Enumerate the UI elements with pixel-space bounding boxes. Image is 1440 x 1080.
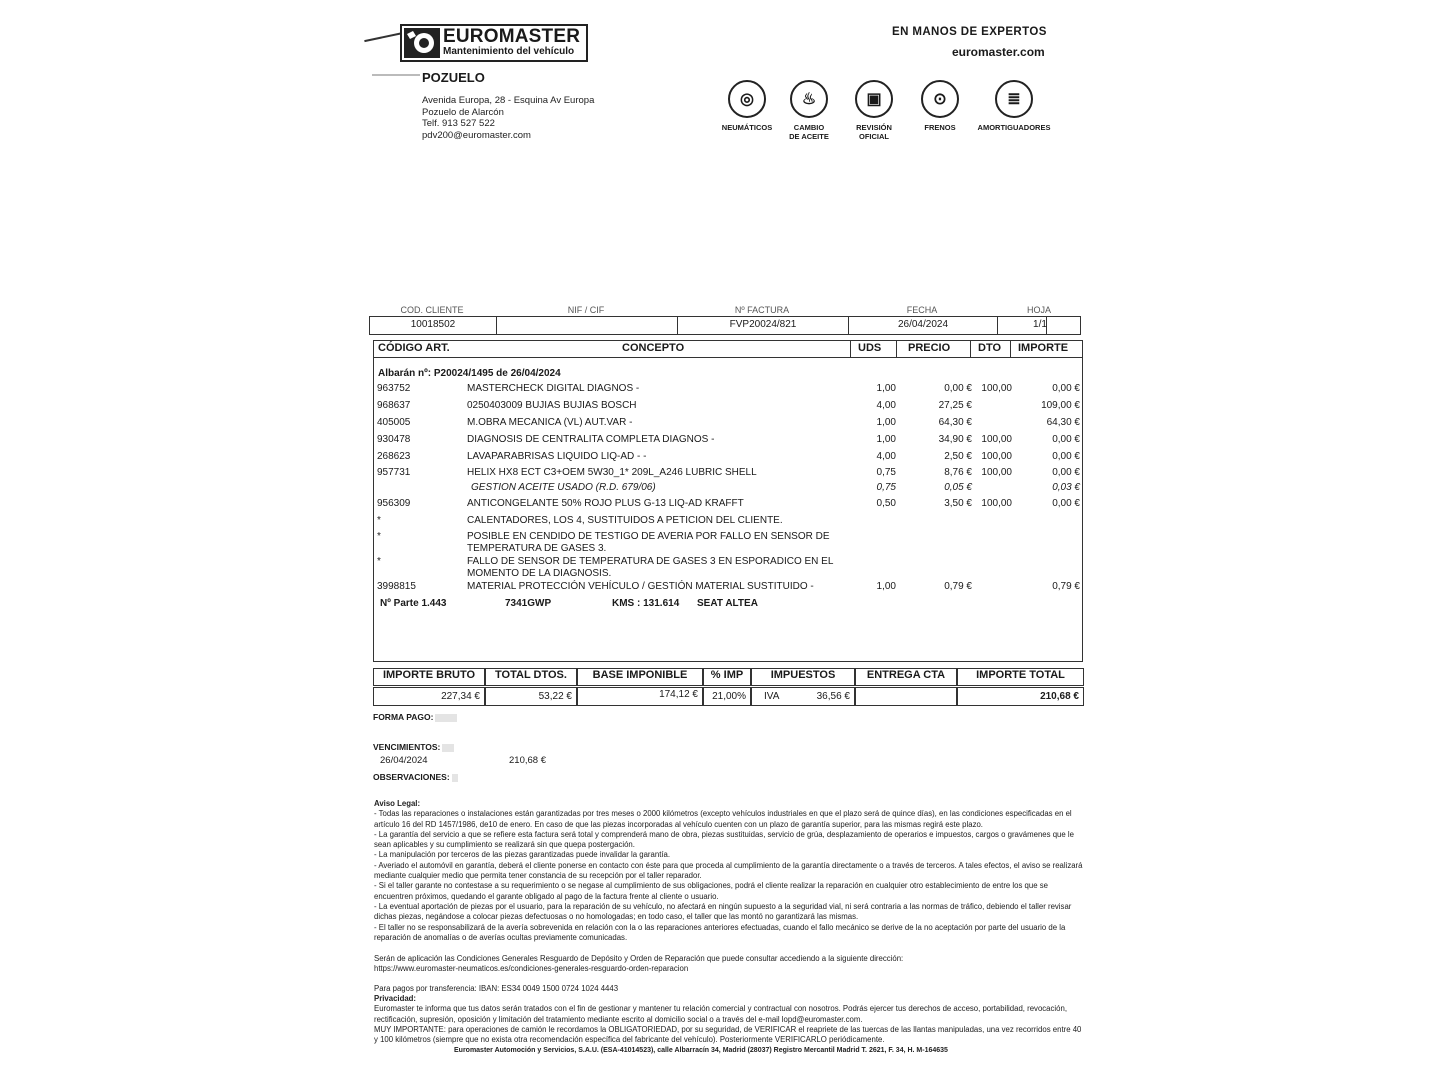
due-amount: 210,68 € xyxy=(509,755,546,766)
legal-paragraph: - La eventual aportación de piezas por el usuario, para la reparación de su vehículo, no afectará en ningún supuesto a la seguridad vial, ni será contraria a las normas de tráfico, debiendo el taller revisar dichas piezas, negándose a colocar piezas defectuosas o no homologadas; en todo caso, el taller que las montó no garantizará las mismas. xyxy=(374,901,1072,922)
legal-notice xyxy=(374,799,1086,1054)
tire-icon: ◎ xyxy=(728,80,766,118)
legal-paragraph: - La garantía del servicio a que se refiere esta factura será total y comprenderá mano de obra, piezas sustituidas, servicio de grúa, desplazamiento de operarios e impuestos, cargos o gravámenes que le sean aplicables y su cumplimiento se realizará sin que quepa postergación. xyxy=(374,829,1074,850)
brakes-icon: ⊙ xyxy=(921,80,959,118)
delivery-note: Albarán nº: P20024/1495 de 26/04/2024 xyxy=(378,368,561,379)
totals-table: IMPORTE BRUTO TOTAL DTOS. BASE IMPONIBLE % IMP IMPUESTOS ENTREGA CTA IMPORTE TOTAL 227,34 € 53,22 € 174,12 € 21,00% IVA 36,56 € 210,68 € xyxy=(373,668,1085,708)
logo-underline xyxy=(372,74,420,76)
license-plate: 7341GWP xyxy=(505,598,552,609)
invoice-date: 26/04/2024 xyxy=(897,319,949,330)
client-code: 10018502 xyxy=(410,319,456,330)
conditions-text: Serán de aplicación las Condiciones Generales Resguardo de Depósito y Orden de Reparación que puede consultar accediendo a la siguiente dirección: xyxy=(374,954,904,964)
invoice-meta-header: COD. CLIENTE NIF / CIF Nº FACTURA FECHA HOJA xyxy=(400,305,1051,315)
total-discounts: 53,22 € xyxy=(485,687,577,706)
email-line: pdv200@euromaster.com xyxy=(422,129,531,141)
logo-line xyxy=(364,32,404,42)
privacy-text: Euromaster te informa que tus datos serán tratados con el fin de gestionar y mantener tu relación comercial y contractual con nosotros. Podrás ejercer tus derechos de acceso, portabilidad, revocación, rectificación, supresión, oposición y limitación del tratamiento mediante escrito al domicilio social o a través del e-mail lopd@euromaster.com. xyxy=(374,1004,1067,1024)
phone-line: Telf. 913 527 522 xyxy=(422,118,495,129)
observations-label: OBSERVACIONES: xyxy=(373,772,458,782)
tax-base: 174,12 € xyxy=(577,687,703,706)
address-line: Pozuelo de Alarcón xyxy=(422,106,504,118)
oil-change-icon: ♨ xyxy=(790,80,828,118)
total-amount: 210,68 € xyxy=(957,687,1084,706)
items-header: CÓDIGO ART. CONCEPTO UDS PRECIO DTO IMPORTE xyxy=(374,341,1082,358)
vehicle-model: SEAT ALTEA xyxy=(697,598,758,609)
address-line: Avenida Europa, 28 - Esquina Av Europa xyxy=(422,95,595,106)
service-inspection: ▣ REVISIÓN OFICIAL xyxy=(834,80,914,141)
brand-subtitle: Mantenimiento del vehículo xyxy=(443,46,575,57)
tire-logo-icon xyxy=(404,28,440,58)
privacy-title: Privacidad: xyxy=(374,994,417,1004)
legal-title: Aviso Legal: xyxy=(374,799,421,808)
tax-percent: 21,00% xyxy=(703,687,751,706)
items-table: CÓDIGO ART. CONCEPTO UDS PRECIO DTO IMPORTE Albarán nº: P20024/1495 de 26/04/2024 963752 MASTERCHECK DIGITAL DIAGNOS - 1,00 0,00 € 100,00 0,00 € 968637 0250403009 BUJIAS BUJIAS BOSCH 4,00 27,25 € 109,00 € 405005 M.OBRA MECANICA (VL) AUT.VAR - 1,00 64,30 € 64,30 € 930478 DIAGNOSIS DE CENTRALITA COMPLETA DIAGNOS - 1,00 34,90 € 100,00 0,00 € 268623 LAVAPARABRISAS LIQUIDO LIQ-AD - - 4,00 2,50 € 100,00 0,00 € 957731 HELIX HX8 ECT C3+OEM 5W30_1* 209L_A246 LUBRIC SHELL 0,75 8,76 € 100,00 0,00 € GESTION ACEITE USADO (R.D. 679/06) 0,75 0,05 € 0,03 € 956309 ANTICONGELANTE 50% ROJO PLUS G-13 LIQ-AD KRAFFT 0,50 3,50 € 100,00 0,00 € * CALENTADORES, LOS 4, SUSTITUIDOS A PETICION DEL CLIENTE. * POSIBLE EN CENDIDO DE TESTIGO DE AVERIA POR FALLO EN SENSOR DE TEMPERATURA DE GASES 3. * FALLO DE SENSOR DE TEMPERATURA DE GASES 3 EN ESPORADICO EN EL MOMENTO DE LA DIAGNOSIS. 3998815 MATERIAL PROTECCIÓN VEHÍCULO / GESTIÓN MATERIAL SUSTITUIDO - 1,00 0,79 € 0,79 € Nº Parte 1.443 7341GWP KMS : 131.614 SEAT ALTEA xyxy=(373,340,1083,662)
tax-name: IVA xyxy=(764,691,780,702)
legal-paragraph: - La manipulación por terceros de las piezas garantizadas puede invalidar la garantía. xyxy=(374,850,671,860)
invoice-meta-row xyxy=(369,316,1081,335)
branch-name: POZUELO xyxy=(422,70,485,85)
tagline: EN MANOS DE EXPERTOS xyxy=(892,26,1047,38)
service-oil-change: ♨ CAMBIO DE ACEITE xyxy=(769,80,849,141)
inspection-icon: ▣ xyxy=(855,80,893,118)
tax-value: 36,56 € xyxy=(816,691,850,702)
conditions-url[interactable]: https://www.euromaster-neumaticos.es/condiciones-generales-resguardo-orden-reparacion xyxy=(374,964,689,974)
mileage: KMS : 131.614 xyxy=(612,598,680,609)
branch-address xyxy=(422,95,594,141)
taxes xyxy=(751,687,855,706)
gross-amount: 227,34 € xyxy=(373,687,485,706)
service-tires: ◎ NEUMÁTICOS xyxy=(707,80,787,132)
euromaster-logo xyxy=(400,24,588,62)
important-notice: MUY IMPORTANTE: para operaciones de camión le recordamos la OBLIGATORIEDAD, por su seguridad, de VERIFICAR el reapriete de las tuercas de las llantas manipuladas, una vez recorridos entre 40 y 100 kilómetros (siempre que no exista otra recomendación específica del fabricante del vehículo). Posteriormente VERIFICARLO periódicamente. xyxy=(374,1024,1082,1045)
shock-absorber-icon: ≣ xyxy=(995,80,1033,118)
payment-on-account xyxy=(855,687,957,706)
due-dates-label: VENCIMIENTOS: xyxy=(373,742,454,752)
iban-line: Para pagos por transferencia: IBAN: ES34 0049 1500 0724 1024 4443 xyxy=(374,983,619,993)
brand-name: EUROMASTER xyxy=(443,26,581,47)
page-number: 1/1 xyxy=(1033,319,1047,330)
service-shock-absorbers: ≣ AMORTIGUADORES xyxy=(974,80,1054,132)
legal-paragraph: - El taller no se responsabilizará de la avería sobrevenida en relación con la o las reparaciones anteriores efectuadas, cuando el fallo mecánico se derive de la no aceptación por parte del usuario de la reparación de anomalías o de averías ocultas previamente comunicadas. xyxy=(374,922,1066,942)
legal-paragraph: - Todas las reparaciones o instalaciones están garantizadas por tres meses o 2000 kilómetros (excepto vehículos industriales en que el plazo será de quince días), en las condiciones especificadas en el artículo 16 del RD 1457/1986, de10 de enero. En caso de que las piezas incorporadas al vehículo cuenten con un plazo de garantía superior, para las mismas regirá este plazo. xyxy=(374,809,1072,829)
company-footer: Euromaster Automoción y Servicios, S.A.U. (ESA-41014523), calle Albarracín 34, Madrid (28037) Registro Mercantil Madrid T. 2621, F. 34, H. M-164635 xyxy=(454,1046,948,1054)
legal-paragraph: - Si el taller garante no contestase a su requerimiento o se negase al cumplimiento de sus obligaciones, podrá el cliente realizar la reparación en cualquier otro establecimiento de entre los que se encuentren próximos, quedando el garante obligado al pago de la factura frente al cliente o usuario. xyxy=(374,881,1048,901)
payment-method: FORMA PAGO: xyxy=(373,712,457,722)
legal-paragraph: - Averiado el automóvil en garantía, deberá el cliente ponerse en contacto con éste para que proceda al cumplimiento de la garantía directamente o a través de terceros. A tales efectos, el aviso se realizará mediante cualquier medio que permita tener constancia de su recepción por el taller reparador. xyxy=(374,860,1083,881)
due-date: 26/04/2024 xyxy=(380,755,428,766)
invoice-number: FVP20024/821 xyxy=(729,319,797,330)
website: euromaster.com xyxy=(952,45,1045,59)
service-brakes: ⊙ FRENOS xyxy=(900,80,980,132)
part-number: Nº Parte 1.443 xyxy=(380,598,447,609)
